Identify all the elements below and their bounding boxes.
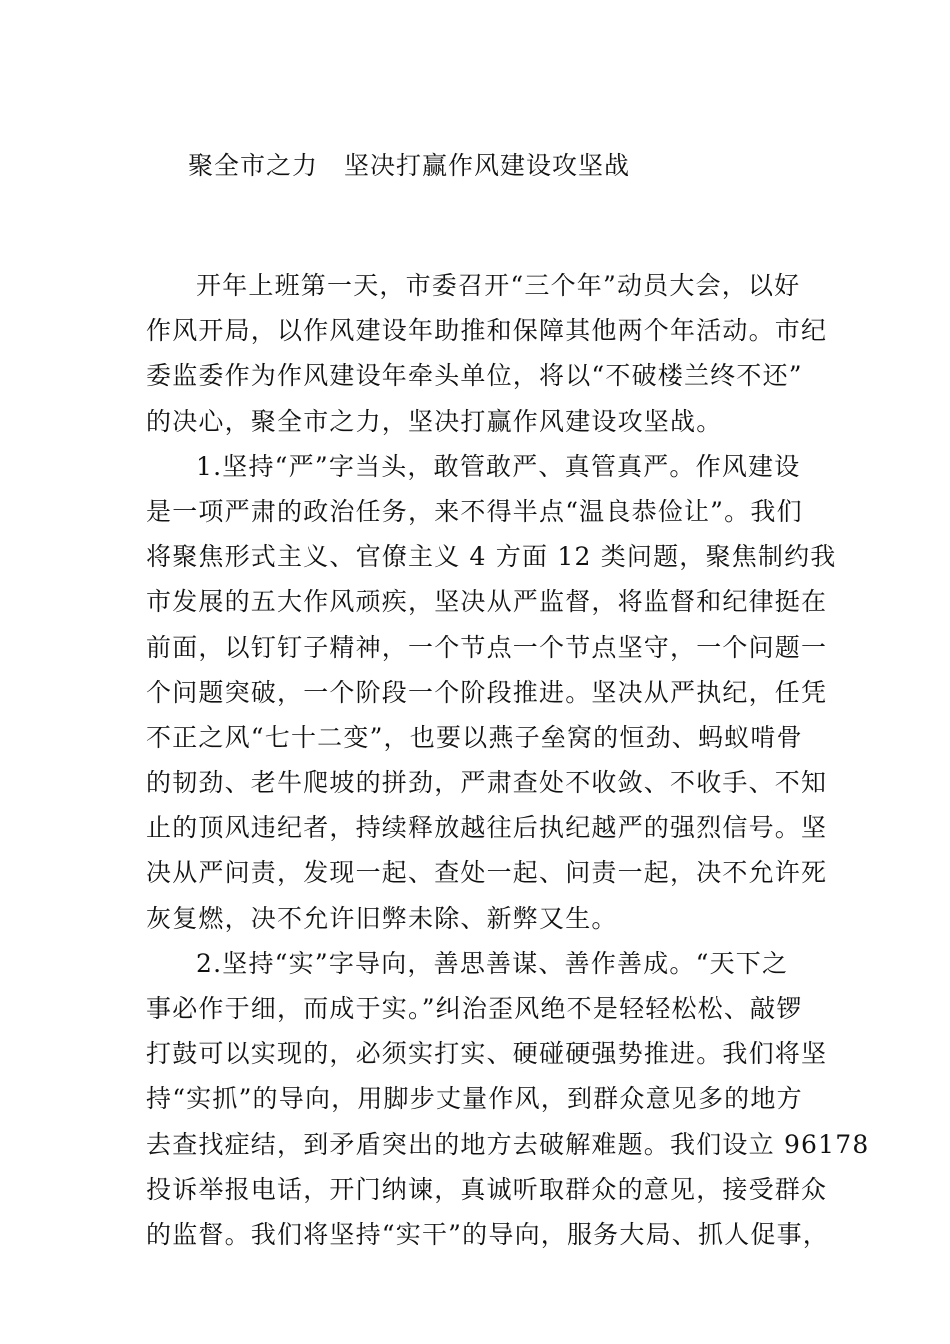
paragraph-3-line-6: 投诉举报电话，开门纳谏，真诚听取群众的意见，接受群众 [146, 1174, 828, 1204]
paragraph-2-line-8: 的韧劲、老牛爬坡的拼劲，严肃查处不收敛、不收手、不知 [146, 768, 828, 798]
paragraph-2-line-1: 1.坚持“严”字当头，敢管敢严、真管真严。作风建设 [196, 451, 801, 481]
paragraph-2-line-5: 前面，以钉钉子精神，一个节点一个节点坚守，一个问题一 [146, 632, 828, 662]
paragraph-1-line-4: 的决心，聚全市之力，坚决打赢作风建设攻坚战。 [146, 406, 723, 436]
paragraph-2-line-4: 市发展的五大作风顽疾，坚决从严监督，将监督和纪律挺在 [146, 587, 828, 617]
paragraph-3-line-5: 去查找症结，到矛盾突出的地方去破解难题。我们设立 96178 [146, 1129, 870, 1159]
document-body [146, 263, 870, 1257]
paragraph-1-line-2: 作风开局，以作风建设年助推和保障其他两个年活动。市纪 [146, 316, 828, 346]
paragraph-2-line-11: 灰复燃，决不允许旧弊未除、新弊又生。 [146, 903, 618, 933]
paragraph-2-line-9: 止的顶风违纪者，持续释放越往后执纪越严的强烈信号。坚 [146, 813, 828, 843]
paragraph-1-line-1: 开年上班第一天，市委召开“三个年”动员大会，以好 [196, 271, 801, 300]
paragraph-3-line-7: 的监督。我们将坚持“实干”的导向，服务大局、抓人促事， [146, 1219, 829, 1249]
paragraph-2-line-7: 不正之风“七十二变”，也要以燕子垒窝的恒劲、蚂蚁啃骨 [146, 722, 803, 752]
paragraph-2-line-2: 是一项严肃的政治任务，来不得半点“温良恭俭让”。我们 [146, 496, 803, 526]
paragraph-3-line-1: 2.坚持“实”字导向，善思善谋、善作善成。“天下之 [196, 948, 789, 978]
document-title: 聚全市之力 坚决打赢作风建设攻坚战 [188, 151, 631, 180]
paragraph-3-line-4: 持“实抓”的导向，用脚步丈量作风，到群众意见多的地方 [146, 1084, 803, 1114]
paragraph-2-line-3: 将聚焦形式主义、官僚主义 4 方面 12 类问题，聚焦制约我 [146, 542, 837, 572]
paragraph-2-line-10: 决从严问责，发现一起、查处一起、问责一起，决不允许死 [146, 858, 828, 888]
paragraph-2-line-6: 个问题突破，一个阶段一个阶段推进。坚决从严执纪，任凭 [146, 677, 828, 707]
paragraph-3-line-3: 打鼓可以实现的，必须实打实、硬碰硬强势推进。我们将坚 [146, 1039, 828, 1069]
paragraph-1-line-3: 委监委作为作风建设年牵头单位，将以“不破楼兰终不还” [146, 361, 803, 391]
paragraph-3-line-2: 事必作于细，而成于实。”纠治歪风绝不是轻轻松松、敲锣 [146, 994, 803, 1023]
